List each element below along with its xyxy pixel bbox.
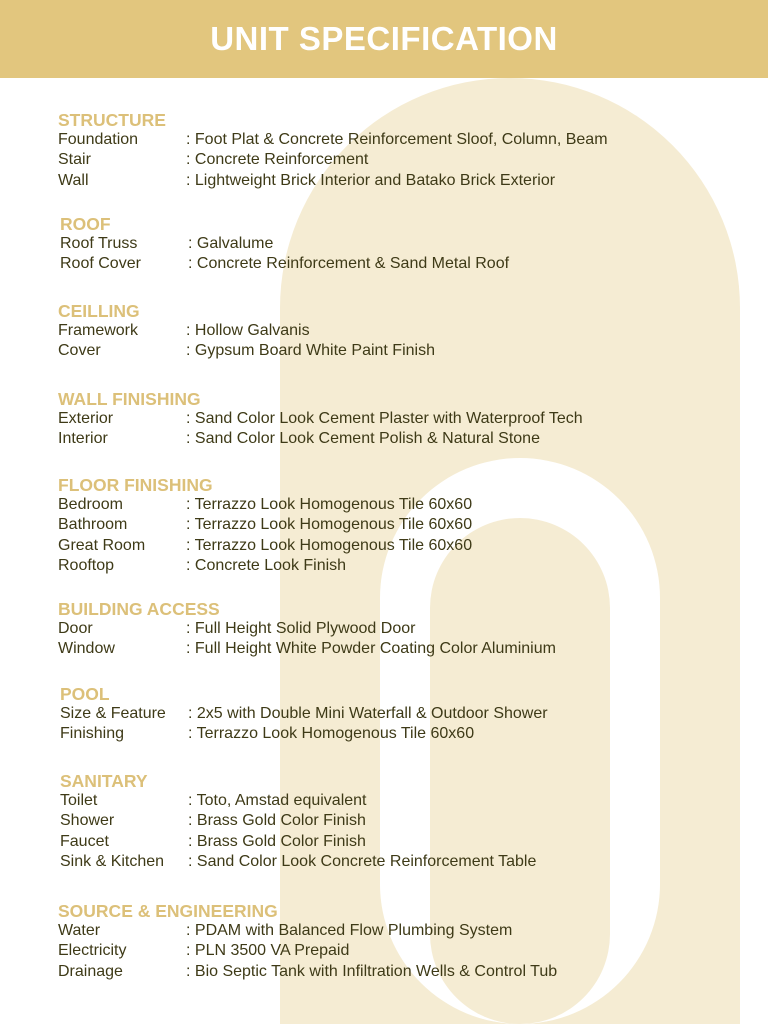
section-structure xyxy=(58,110,608,191)
spec-value: : Foot Plat & Concrete Reinforcement Sloof, Column, Beam xyxy=(186,130,608,150)
spec-label: Drainage xyxy=(58,962,123,980)
spec-label: Sink & Kitchen xyxy=(60,852,165,870)
section-source-engineering xyxy=(58,901,557,982)
spec-value: : 2x5 with Double Mini Waterfall & Outdoor Shower xyxy=(188,704,548,724)
spec-row xyxy=(60,724,548,744)
spec-label: Finishing xyxy=(60,725,125,743)
section-pool xyxy=(60,684,548,745)
spec-label: Bedroom xyxy=(58,496,123,513)
spec-value: : Concrete Look Finish xyxy=(186,556,346,576)
section-ceilling xyxy=(58,301,435,362)
spec-row xyxy=(58,495,472,515)
spec-row xyxy=(60,811,536,831)
section-sanitary xyxy=(60,771,536,872)
spec-value: : Sand Color Look Cement Plaster with Waterproof Tech xyxy=(186,409,583,429)
spec-value: : Bio Septic Tank with Infiltration Wells & Control Tub xyxy=(186,962,557,982)
spec-label: Size & Feature xyxy=(60,705,166,722)
spec-label: Cover xyxy=(58,342,101,360)
section-roof xyxy=(60,214,509,275)
spec-row xyxy=(58,429,583,449)
spec-row xyxy=(60,704,548,724)
spec-label: Faucet xyxy=(60,832,109,850)
spec-value: : Lightweight Brick Interior and Batako Brick Exterior xyxy=(186,171,555,191)
spec-value: : Brass Gold Color Finish xyxy=(188,832,366,852)
spec-value: : Terrazzo Look Homogenous Tile 60x60 xyxy=(188,724,474,744)
section-title: SOURCE & ENGINEERING xyxy=(58,901,278,921)
spec-label: Door xyxy=(58,620,93,637)
spec-label: Toilet xyxy=(60,792,98,809)
spec-value: : Hollow Galvanis xyxy=(186,321,310,341)
spec-label: Framework xyxy=(58,322,139,339)
spec-row xyxy=(58,639,556,659)
spec-label: Window xyxy=(58,640,115,658)
spec-row xyxy=(58,962,557,982)
spec-value: : Sand Color Look Cement Polish & Natural Stone xyxy=(186,429,540,449)
section-title: CEILLING xyxy=(58,301,140,321)
section-title: STRUCTURE xyxy=(58,110,166,130)
spec-value: : Terrazzo Look Homogenous Tile 60x60 xyxy=(186,495,472,515)
section-title: BUILDING ACCESS xyxy=(58,599,220,619)
section-wall-finishing xyxy=(58,389,583,450)
spec-value: : Toto, Amstad equivalent xyxy=(188,791,367,811)
spec-value: : Full Height White Powder Coating Color Aluminium xyxy=(186,639,556,659)
spec-row xyxy=(58,321,435,341)
spec-row xyxy=(58,130,608,150)
section-floor-finishing xyxy=(58,475,472,576)
spec-value: : Concrete Reinforcement & Sand Metal Roof xyxy=(188,254,509,274)
spec-row xyxy=(58,556,472,576)
spec-label: Great Room xyxy=(58,536,146,554)
spec-label: Bathroom xyxy=(58,516,128,534)
spec-row xyxy=(60,234,509,254)
spec-label: Foundation xyxy=(58,131,139,148)
page-title: UNIT SPECIFICATION xyxy=(210,20,558,57)
section-title: FLOOR FINISHING xyxy=(58,475,213,495)
spec-row xyxy=(58,409,583,429)
spec-row xyxy=(58,515,472,535)
spec-label: Exterior xyxy=(58,410,114,427)
section-building-access xyxy=(58,599,556,660)
spec-label: Stair xyxy=(58,151,91,169)
spec-label: Roof Truss xyxy=(60,235,138,252)
spec-value: : Terrazzo Look Homogenous Tile 60x60 xyxy=(186,536,472,556)
spec-value: : Sand Color Look Concrete Reinforcement Table xyxy=(188,852,536,872)
spec-value: : Full Height Solid Plywood Door xyxy=(186,619,415,639)
spec-row xyxy=(58,341,435,361)
spec-label: Electricity xyxy=(58,942,127,960)
section-title: POOL xyxy=(60,684,110,704)
spec-row xyxy=(58,536,472,556)
spec-label: Rooftop xyxy=(58,556,115,574)
spec-row xyxy=(58,921,557,941)
spec-value: : Galvalume xyxy=(188,234,273,254)
spec-row xyxy=(58,150,608,170)
spec-label: Roof Cover xyxy=(60,255,141,273)
spec-label: Interior xyxy=(58,430,108,448)
spec-row xyxy=(58,619,556,639)
spec-row xyxy=(58,171,608,191)
spec-label: Wall xyxy=(58,171,89,189)
spec-value: : Terrazzo Look Homogenous Tile 60x60 xyxy=(186,515,472,535)
section-title: WALL FINISHING xyxy=(58,389,201,409)
spec-row xyxy=(60,254,509,274)
spec-row xyxy=(60,832,536,852)
spec-row xyxy=(60,852,536,872)
spec-value: : Gypsum Board White Paint Finish xyxy=(186,341,435,361)
section-title: SANITARY xyxy=(60,771,148,791)
spec-value: : Brass Gold Color Finish xyxy=(188,811,366,831)
spec-value: : PDAM with Balanced Flow Plumbing System xyxy=(186,921,512,941)
spec-label: Water xyxy=(58,922,101,939)
spec-label: Shower xyxy=(60,812,115,830)
spec-value: : Concrete Reinforcement xyxy=(186,150,368,170)
spec-row xyxy=(58,941,557,961)
spec-value: : PLN 3500 VA Prepaid xyxy=(186,941,349,961)
section-title: ROOF xyxy=(60,214,111,234)
spec-row xyxy=(60,791,536,811)
